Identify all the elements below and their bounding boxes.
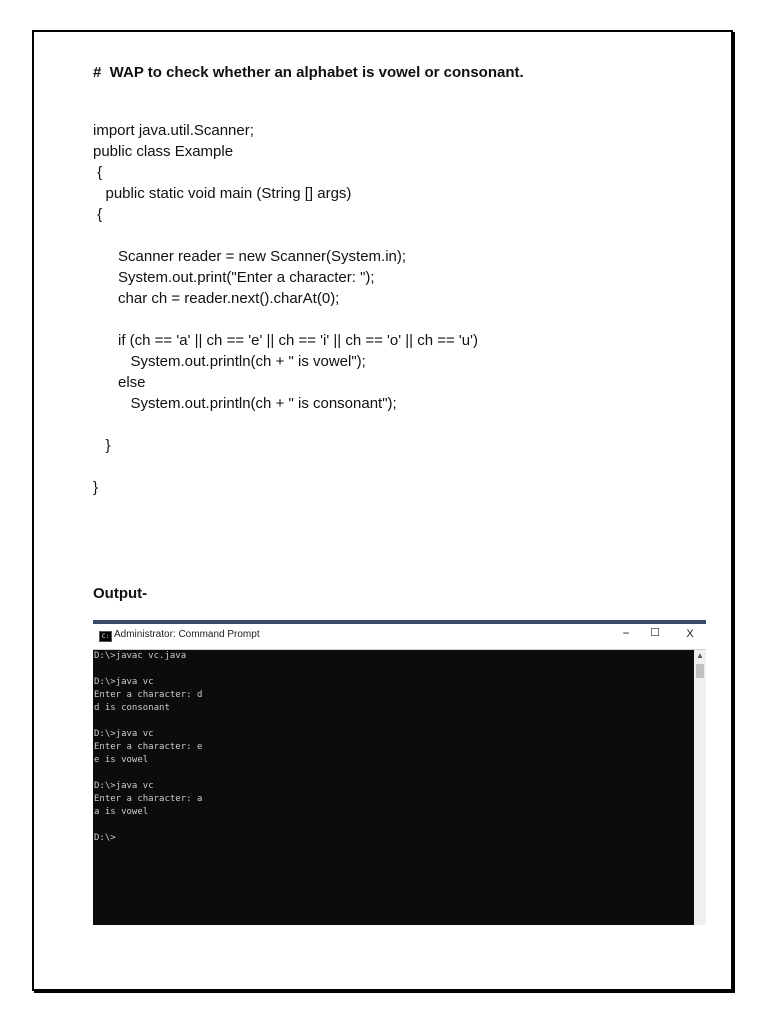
terminal-line <box>94 663 694 676</box>
terminal-line: a is vowel <box>94 807 149 817</box>
scroll-up-icon[interactable]: ▲ <box>696 651 704 660</box>
terminal-line: Enter a character: d <box>94 690 203 700</box>
code-listing <box>93 120 478 498</box>
code-line: Scanner reader = new Scanner(System.in); <box>93 248 407 265</box>
terminal-line <box>94 715 694 728</box>
code-line: System.out.println(ch + " is consonant"); <box>93 395 397 412</box>
code-line <box>93 414 478 435</box>
code-line: System.out.println(ch + " is vowel"); <box>93 353 366 370</box>
terminal-line: d is consonant <box>94 703 170 713</box>
code-line: public class Example <box>93 143 234 160</box>
code-line: char ch = reader.next().charAt(0); <box>93 290 340 307</box>
code-line <box>93 309 478 330</box>
code-line: { <box>93 206 103 223</box>
window-titlebar <box>93 624 706 650</box>
code-line <box>93 225 478 246</box>
code-line: } <box>93 437 111 454</box>
maximize-button[interactable]: ☐ <box>650 627 660 639</box>
page-heading: # WAP to check whether an alphabet is vowel or consonant. <box>93 64 524 81</box>
terminal-line: D:\>java vc <box>94 677 154 687</box>
terminal-line <box>94 767 694 780</box>
vertical-scrollbar[interactable] <box>694 650 706 925</box>
terminal-line: D:\>java vc <box>94 729 154 739</box>
window-title: Administrator: Command Prompt <box>114 629 260 640</box>
terminal-line: Enter a character: a <box>94 794 203 804</box>
scroll-thumb[interactable] <box>696 664 704 678</box>
terminal-line: e is vowel <box>94 755 149 765</box>
terminal-line: D:\>javac vc.java <box>94 651 187 661</box>
code-line: { <box>93 164 103 181</box>
code-line <box>93 456 478 477</box>
code-line: import java.util.Scanner; <box>93 122 254 139</box>
code-line: else <box>93 374 146 391</box>
cmd-icon: C: <box>99 631 112 642</box>
terminal-line: Enter a character: e <box>94 742 203 752</box>
code-line: System.out.print("Enter a character: "); <box>93 269 375 286</box>
terminal-line: D:\>java vc <box>94 781 154 791</box>
terminal-line <box>94 819 694 832</box>
close-button[interactable]: X <box>686 628 694 640</box>
command-prompt-screenshot <box>93 620 706 925</box>
terminal-output <box>93 650 694 925</box>
output-label: Output- <box>93 585 148 602</box>
code-line: if (ch == 'a' || ch == 'e' || ch == 'i' || ch == 'o' || ch == 'u') <box>93 332 478 349</box>
code-line: public static void main (String [] args) <box>93 185 352 202</box>
terminal-line: D:\> <box>94 833 116 843</box>
minimize-button[interactable]: − <box>622 626 630 640</box>
code-line: } <box>93 479 99 496</box>
